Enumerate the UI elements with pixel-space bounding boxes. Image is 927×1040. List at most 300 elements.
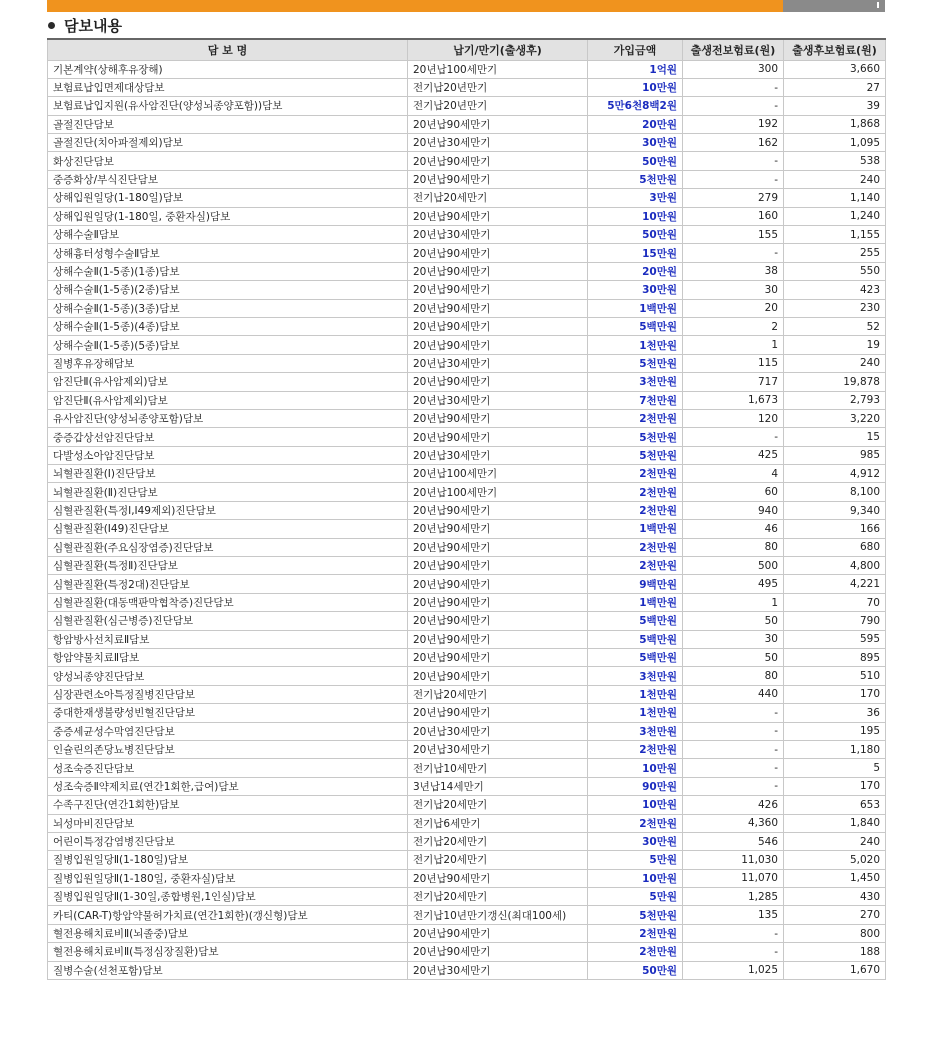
table-row — [48, 630, 886, 648]
table-row — [48, 593, 886, 611]
term-cell: 전기납20세만기 — [408, 888, 588, 906]
table-row — [48, 685, 886, 703]
premium-before-birth-cell: - — [683, 97, 784, 115]
term-cell: 20년납90세만기 — [408, 336, 588, 354]
amount-cell: 2천만원 — [588, 740, 683, 758]
premium-after-birth-cell: 4,221 — [784, 575, 886, 593]
coverage-table — [47, 38, 886, 980]
term-cell: 20년납90세만기 — [408, 649, 588, 667]
premium-before-birth-cell: - — [683, 759, 784, 777]
coverage-name-cell: 성조숙증진단담보 — [48, 759, 408, 777]
coverage-name-cell: 상해수술Ⅱ(1-5종)(5종)담보 — [48, 336, 408, 354]
premium-after-birth-cell: 8,100 — [784, 483, 886, 501]
amount-cell: 5백만원 — [588, 612, 683, 630]
premium-after-birth-cell: 36 — [784, 704, 886, 722]
top-accent-bar — [47, 0, 885, 12]
coverage-name-cell: 양성뇌종양진단담보 — [48, 667, 408, 685]
term-cell: 20년납90세만기 — [408, 170, 588, 188]
premium-before-birth-cell: 2 — [683, 317, 784, 335]
amount-cell: 20만원 — [588, 262, 683, 280]
coverage-name-cell: 질병수술(선천포함)담보 — [48, 961, 408, 979]
term-cell: 전기납20세만기 — [408, 189, 588, 207]
table-row — [48, 740, 886, 758]
premium-after-birth-cell: 170 — [784, 777, 886, 795]
table-row — [48, 226, 886, 244]
amount-cell: 10만원 — [588, 78, 683, 96]
term-cell: 20년납100세만기 — [408, 483, 588, 501]
premium-before-birth-cell: 546 — [683, 832, 784, 850]
premium-before-birth-cell: - — [683, 722, 784, 740]
term-cell: 20년납90세만기 — [408, 501, 588, 519]
amount-cell: 10만원 — [588, 796, 683, 814]
term-cell: 20년납90세만기 — [408, 667, 588, 685]
coverage-name-cell: 어린이특정감염병진단담보 — [48, 832, 408, 850]
premium-after-birth-cell: 538 — [784, 152, 886, 170]
premium-after-birth-cell: 790 — [784, 612, 886, 630]
coverage-name-cell: 항암방사선치료Ⅱ담보 — [48, 630, 408, 648]
amount-cell: 1백만원 — [588, 593, 683, 611]
term-cell: 3년납14세만기 — [408, 777, 588, 795]
term-cell: 20년납90세만기 — [408, 924, 588, 942]
table-row — [48, 501, 886, 519]
premium-after-birth-cell: 9,340 — [784, 501, 886, 519]
amount-cell: 5만6천8백2원 — [588, 97, 683, 115]
table-row — [48, 60, 886, 78]
coverage-name-cell: 심혈관질환(대동맥판막협착증)진단담보 — [48, 593, 408, 611]
amount-cell: 2천만원 — [588, 483, 683, 501]
table-row — [48, 281, 886, 299]
premium-after-birth-cell: 255 — [784, 244, 886, 262]
premium-before-birth-cell: - — [683, 777, 784, 795]
term-cell: 20년납90세만기 — [408, 869, 588, 887]
premium-after-birth-cell: 240 — [784, 170, 886, 188]
term-cell: 20년납90세만기 — [408, 262, 588, 280]
amount-cell: 30만원 — [588, 832, 683, 850]
coverage-name-cell: 중증화상/부식진단담보 — [48, 170, 408, 188]
premium-after-birth-cell: 430 — [784, 888, 886, 906]
amount-cell: 5백만원 — [588, 630, 683, 648]
premium-after-birth-cell: 270 — [784, 906, 886, 924]
premium-after-birth-cell: 800 — [784, 924, 886, 942]
coverage-name-cell: 상해수술Ⅱ(1-5종)(2종)담보 — [48, 281, 408, 299]
amount-cell: 3천만원 — [588, 667, 683, 685]
coverage-name-cell: 수족구진단(연간1회한)담보 — [48, 796, 408, 814]
term-cell: 20년납30세만기 — [408, 391, 588, 409]
table-row — [48, 189, 886, 207]
term-cell: 20년납90세만기 — [408, 299, 588, 317]
amount-cell: 1억원 — [588, 60, 683, 78]
premium-before-birth-cell: 440 — [683, 685, 784, 703]
premium-after-birth-cell: 166 — [784, 520, 886, 538]
coverage-name-cell: 상해수술Ⅱ(1-5종)(3종)담보 — [48, 299, 408, 317]
term-cell: 전기납10년만기갱신(최대100세) — [408, 906, 588, 924]
coverage-name-cell: 카티(CAR-T)항암약물허가치료(연간1회한)(갱신형)담보 — [48, 906, 408, 924]
premium-after-birth-cell: 1,670 — [784, 961, 886, 979]
table-row — [48, 888, 886, 906]
term-cell: 전기납20세만기 — [408, 685, 588, 703]
coverage-name-cell: 심장관련소아특정질병진단담보 — [48, 685, 408, 703]
amount-cell: 2천만원 — [588, 924, 683, 942]
premium-after-birth-cell: 240 — [784, 832, 886, 850]
term-cell: 20년납90세만기 — [408, 593, 588, 611]
coverage-name-cell: 중증갑상선암진단담보 — [48, 428, 408, 446]
section-heading — [48, 14, 122, 36]
premium-after-birth-cell: 1,840 — [784, 814, 886, 832]
premium-before-birth-cell: 425 — [683, 446, 784, 464]
premium-after-birth-cell: 2,793 — [784, 391, 886, 409]
premium-after-birth-cell: 510 — [784, 667, 886, 685]
table-row — [48, 446, 886, 464]
premium-before-birth-cell: 50 — [683, 612, 784, 630]
table-row — [48, 612, 886, 630]
table-row — [48, 483, 886, 501]
term-cell: 20년납90세만기 — [408, 943, 588, 961]
table-row — [48, 336, 886, 354]
table-row — [48, 97, 886, 115]
premium-after-birth-cell: 188 — [784, 943, 886, 961]
column-header-term: 납기/만기(출생후) — [408, 39, 588, 60]
column-header-premium-before-birth: 출생전보험료(원) — [683, 39, 784, 60]
table-row — [48, 814, 886, 832]
amount-cell: 1천만원 — [588, 336, 683, 354]
coverage-name-cell: 성조숙증Ⅱ약제치료(연간1회한,급여)담보 — [48, 777, 408, 795]
amount-cell: 7천만원 — [588, 391, 683, 409]
amount-cell: 2천만원 — [588, 814, 683, 832]
premium-before-birth-cell: 155 — [683, 226, 784, 244]
amount-cell: 5천만원 — [588, 428, 683, 446]
column-header-amount: 가입금액 — [588, 39, 683, 60]
term-cell: 20년납90세만기 — [408, 409, 588, 427]
coverage-table-body — [48, 60, 886, 980]
amount-cell: 5만원 — [588, 851, 683, 869]
coverage-name-cell: 상해수술Ⅱ(1-5종)(4종)담보 — [48, 317, 408, 335]
amount-cell: 50만원 — [588, 961, 683, 979]
coverage-name-cell: 질병후유장해담보 — [48, 354, 408, 372]
amount-cell: 30만원 — [588, 134, 683, 152]
coverage-name-cell: 인슐린의존당뇨병진단담보 — [48, 740, 408, 758]
premium-before-birth-cell: 1,673 — [683, 391, 784, 409]
table-row — [48, 317, 886, 335]
premium-before-birth-cell: 11,030 — [683, 851, 784, 869]
coverage-name-cell: 상해흉터성형수술Ⅱ담보 — [48, 244, 408, 262]
coverage-name-cell: 암진단Ⅱ(유사암제외)담보 — [48, 391, 408, 409]
coverage-name-cell: 기본계약(상해후유장해) — [48, 60, 408, 78]
premium-after-birth-cell: 595 — [784, 630, 886, 648]
term-cell: 20년납100세만기 — [408, 465, 588, 483]
premium-before-birth-cell: - — [683, 78, 784, 96]
term-cell: 20년납30세만기 — [408, 961, 588, 979]
premium-before-birth-cell: 426 — [683, 796, 784, 814]
term-cell: 전기납10세만기 — [408, 759, 588, 777]
amount-cell: 15만원 — [588, 244, 683, 262]
term-cell: 20년납90세만기 — [408, 373, 588, 391]
premium-after-birth-cell: 170 — [784, 685, 886, 703]
amount-cell: 5백만원 — [588, 317, 683, 335]
coverage-name-cell: 질병입원일당Ⅱ(1-180일, 중환자실)담보 — [48, 869, 408, 887]
coverage-name-cell: 심혈관질환(심근병증)진단담보 — [48, 612, 408, 630]
term-cell: 20년납30세만기 — [408, 226, 588, 244]
premium-before-birth-cell: 38 — [683, 262, 784, 280]
coverage-name-cell: 항암약물치료Ⅱ담보 — [48, 649, 408, 667]
premium-after-birth-cell: 1,450 — [784, 869, 886, 887]
term-cell: 전기납20년만기 — [408, 78, 588, 96]
table-row — [48, 704, 886, 722]
table-row — [48, 575, 886, 593]
table-row — [48, 244, 886, 262]
term-cell: 20년납90세만기 — [408, 557, 588, 575]
table-row — [48, 557, 886, 575]
premium-before-birth-cell: 1 — [683, 593, 784, 611]
table-header-row — [48, 39, 886, 60]
amount-cell: 5만원 — [588, 888, 683, 906]
amount-cell: 3천만원 — [588, 722, 683, 740]
table-row — [48, 409, 886, 427]
term-cell: 20년납90세만기 — [408, 575, 588, 593]
amount-cell: 2천만원 — [588, 538, 683, 556]
premium-before-birth-cell: - — [683, 170, 784, 188]
coverage-name-cell: 상해수술Ⅱ(1-5종)(1종)담보 — [48, 262, 408, 280]
table-row — [48, 134, 886, 152]
premium-before-birth-cell: 60 — [683, 483, 784, 501]
table-row — [48, 943, 886, 961]
table-row — [48, 777, 886, 795]
premium-before-birth-cell: 80 — [683, 667, 784, 685]
table-row — [48, 207, 886, 225]
coverage-name-cell: 중증세균성수막염진단담보 — [48, 722, 408, 740]
coverage-name-cell: 화상진단담보 — [48, 152, 408, 170]
amount-cell: 1천만원 — [588, 685, 683, 703]
amount-cell: 9백만원 — [588, 575, 683, 593]
premium-before-birth-cell: 495 — [683, 575, 784, 593]
amount-cell: 10만원 — [588, 759, 683, 777]
amount-cell: 10만원 — [588, 869, 683, 887]
column-header-premium-after-birth: 출생후보험료(원) — [784, 39, 886, 60]
term-cell: 20년납90세만기 — [408, 612, 588, 630]
table-row — [48, 520, 886, 538]
premium-before-birth-cell: - — [683, 704, 784, 722]
term-cell: 20년납90세만기 — [408, 207, 588, 225]
amount-cell: 5천만원 — [588, 170, 683, 188]
table-row — [48, 906, 886, 924]
term-cell: 20년납30세만기 — [408, 722, 588, 740]
premium-after-birth-cell: 195 — [784, 722, 886, 740]
premium-after-birth-cell: 5 — [784, 759, 886, 777]
premium-before-birth-cell: 1,025 — [683, 961, 784, 979]
premium-after-birth-cell: 39 — [784, 97, 886, 115]
premium-after-birth-cell: 423 — [784, 281, 886, 299]
premium-after-birth-cell: 680 — [784, 538, 886, 556]
premium-after-birth-cell: 230 — [784, 299, 886, 317]
premium-after-birth-cell: 1,240 — [784, 207, 886, 225]
top-accent-bar-end — [783, 0, 885, 12]
premium-before-birth-cell: - — [683, 152, 784, 170]
amount-cell: 3천만원 — [588, 373, 683, 391]
amount-cell: 20만원 — [588, 115, 683, 133]
coverage-name-cell: 심혈관질환(특정Ⅱ)진단담보 — [48, 557, 408, 575]
coverage-name-cell: 심혈관질환(특정Ⅰ,I49제외)진단담보 — [48, 501, 408, 519]
premium-before-birth-cell: - — [683, 943, 784, 961]
premium-after-birth-cell: 70 — [784, 593, 886, 611]
premium-before-birth-cell: 20 — [683, 299, 784, 317]
amount-cell: 30만원 — [588, 281, 683, 299]
premium-before-birth-cell: - — [683, 924, 784, 942]
amount-cell: 5천만원 — [588, 906, 683, 924]
table-row — [48, 832, 886, 850]
premium-before-birth-cell: 80 — [683, 538, 784, 556]
term-cell: 20년납30세만기 — [408, 134, 588, 152]
premium-after-birth-cell: 1,155 — [784, 226, 886, 244]
premium-before-birth-cell: 46 — [683, 520, 784, 538]
amount-cell: 50만원 — [588, 152, 683, 170]
coverage-name-cell: 골절진단(치아파절제외)담보 — [48, 134, 408, 152]
premium-after-birth-cell: 985 — [784, 446, 886, 464]
term-cell: 20년납90세만기 — [408, 428, 588, 446]
amount-cell: 1백만원 — [588, 520, 683, 538]
amount-cell: 2천만원 — [588, 409, 683, 427]
premium-before-birth-cell: 279 — [683, 189, 784, 207]
premium-after-birth-cell: 895 — [784, 649, 886, 667]
coverage-name-cell: 보험료납입면제대상담보 — [48, 78, 408, 96]
premium-before-birth-cell: - — [683, 428, 784, 446]
coverage-name-cell: 뇌혈관질환(Ⅰ)진단담보 — [48, 465, 408, 483]
table-row — [48, 78, 886, 96]
term-cell: 20년납100세만기 — [408, 60, 588, 78]
premium-before-birth-cell: 192 — [683, 115, 784, 133]
amount-cell: 2천만원 — [588, 501, 683, 519]
premium-after-birth-cell: 653 — [784, 796, 886, 814]
term-cell: 20년납90세만기 — [408, 704, 588, 722]
premium-before-birth-cell: - — [683, 740, 784, 758]
table-row — [48, 354, 886, 372]
premium-before-birth-cell: 4,360 — [683, 814, 784, 832]
premium-before-birth-cell: 115 — [683, 354, 784, 372]
premium-before-birth-cell: 162 — [683, 134, 784, 152]
premium-before-birth-cell: 4 — [683, 465, 784, 483]
premium-before-birth-cell: 940 — [683, 501, 784, 519]
amount-cell: 10만원 — [588, 207, 683, 225]
amount-cell: 5천만원 — [588, 446, 683, 464]
premium-after-birth-cell: 3,660 — [784, 60, 886, 78]
premium-before-birth-cell: 30 — [683, 281, 784, 299]
amount-cell: 5천만원 — [588, 354, 683, 372]
premium-after-birth-cell: 15 — [784, 428, 886, 446]
premium-after-birth-cell: 240 — [784, 354, 886, 372]
premium-after-birth-cell: 52 — [784, 317, 886, 335]
premium-before-birth-cell: 300 — [683, 60, 784, 78]
coverage-name-cell: 다발성소아암진단담보 — [48, 446, 408, 464]
column-header-coverage-name: 담 보 명 — [48, 39, 408, 60]
table-row — [48, 961, 886, 979]
premium-after-birth-cell: 19,878 — [784, 373, 886, 391]
premium-after-birth-cell: 3,220 — [784, 409, 886, 427]
bullet-icon — [48, 22, 55, 29]
term-cell: 20년납90세만기 — [408, 281, 588, 299]
term-cell: 20년납30세만기 — [408, 354, 588, 372]
term-cell: 20년납30세만기 — [408, 446, 588, 464]
premium-after-birth-cell: 1,868 — [784, 115, 886, 133]
term-cell: 20년납90세만기 — [408, 538, 588, 556]
premium-after-birth-cell: 4,800 — [784, 557, 886, 575]
premium-before-birth-cell: - — [683, 244, 784, 262]
table-row — [48, 649, 886, 667]
premium-after-birth-cell: 1,140 — [784, 189, 886, 207]
amount-cell: 2천만원 — [588, 943, 683, 961]
table-row — [48, 759, 886, 777]
table-row — [48, 170, 886, 188]
term-cell: 전기납20세만기 — [408, 851, 588, 869]
section-title-text: 담보내용 — [64, 16, 122, 35]
amount-cell: 3만원 — [588, 189, 683, 207]
coverage-name-cell: 상해입원일당(1-180일, 중환자실)담보 — [48, 207, 408, 225]
coverage-name-cell: 뇌혈관질환(Ⅱ)진단담보 — [48, 483, 408, 501]
coverage-name-cell: 질병입원일당Ⅱ(1-30일,종합병원,1인실)담보 — [48, 888, 408, 906]
amount-cell: 1백만원 — [588, 299, 683, 317]
term-cell: 전기납20년만기 — [408, 97, 588, 115]
table-row — [48, 869, 886, 887]
table-row — [48, 722, 886, 740]
table-row — [48, 152, 886, 170]
premium-before-birth-cell: 160 — [683, 207, 784, 225]
coverage-name-cell: 상해입원일당(1-180일)담보 — [48, 189, 408, 207]
table-row — [48, 373, 886, 391]
table-row — [48, 262, 886, 280]
amount-cell: 1천만원 — [588, 704, 683, 722]
term-cell: 20년납90세만기 — [408, 115, 588, 133]
premium-before-birth-cell: 1 — [683, 336, 784, 354]
premium-after-birth-cell: 5,020 — [784, 851, 886, 869]
coverage-name-cell: 상해수술Ⅱ담보 — [48, 226, 408, 244]
premium-before-birth-cell: 120 — [683, 409, 784, 427]
coverage-name-cell: 보험료납입지원(유사암진단(양성뇌종양포함))담보 — [48, 97, 408, 115]
premium-before-birth-cell: 717 — [683, 373, 784, 391]
table-row — [48, 391, 886, 409]
coverage-name-cell: 심혈관질환(I49)진단담보 — [48, 520, 408, 538]
term-cell: 20년납30세만기 — [408, 740, 588, 758]
term-cell: 20년납90세만기 — [408, 244, 588, 262]
term-cell: 20년납90세만기 — [408, 317, 588, 335]
table-row — [48, 924, 886, 942]
premium-before-birth-cell: 30 — [683, 630, 784, 648]
amount-cell: 50만원 — [588, 226, 683, 244]
coverage-name-cell: 유사암진단(양성뇌종양포함)담보 — [48, 409, 408, 427]
premium-before-birth-cell: 11,070 — [683, 869, 784, 887]
term-cell: 20년납90세만기 — [408, 630, 588, 648]
table-row — [48, 115, 886, 133]
premium-after-birth-cell: 1,095 — [784, 134, 886, 152]
premium-after-birth-cell: 550 — [784, 262, 886, 280]
table-row — [48, 667, 886, 685]
premium-after-birth-cell: 27 — [784, 78, 886, 96]
coverage-name-cell: 심혈관질환(특정2대)진단담보 — [48, 575, 408, 593]
term-cell: 전기납6세만기 — [408, 814, 588, 832]
coverage-name-cell: 중대한재생불량성빈혈진단담보 — [48, 704, 408, 722]
coverage-name-cell: 암진단Ⅱ(유사암제외)담보 — [48, 373, 408, 391]
premium-after-birth-cell: 4,912 — [784, 465, 886, 483]
coverage-name-cell: 골절진단담보 — [48, 115, 408, 133]
premium-before-birth-cell: 1,285 — [683, 888, 784, 906]
table-row — [48, 299, 886, 317]
table-row — [48, 465, 886, 483]
table-row — [48, 851, 886, 869]
premium-after-birth-cell: 1,180 — [784, 740, 886, 758]
amount-cell: 5백만원 — [588, 649, 683, 667]
premium-after-birth-cell: 19 — [784, 336, 886, 354]
coverage-name-cell: 혈전용해치료비Ⅱ(뇌졸중)담보 — [48, 924, 408, 942]
term-cell: 전기납20세만기 — [408, 832, 588, 850]
term-cell: 전기납20세만기 — [408, 796, 588, 814]
premium-before-birth-cell: 135 — [683, 906, 784, 924]
coverage-name-cell: 심혈관질환(주요심장염증)진단담보 — [48, 538, 408, 556]
